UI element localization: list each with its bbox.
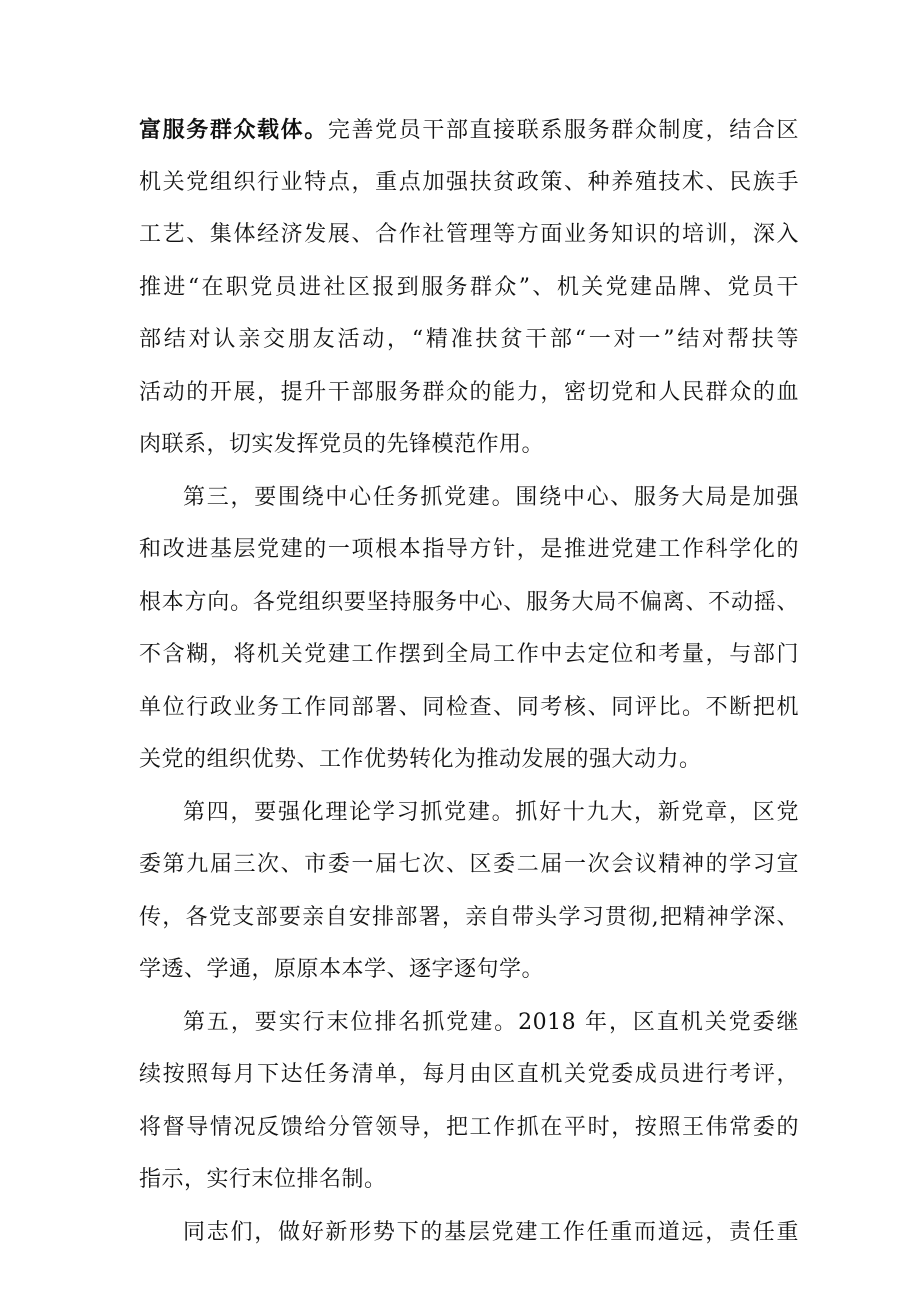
document-body [139, 104, 799, 1259]
text-line: 将督导情况反馈给分管领导，把工作抓在平时，按照王伟常委的 [139, 1114, 799, 1140]
text-line: 第五，要实行末位排名抓党建。2018 年，区直机关党委继 [183, 1009, 799, 1035]
text-line: 工艺、集体经济发展、合作社管理等方面业务知识的培训，深入 [139, 222, 799, 247]
text-line: 第四，要强化理论学习抓党建。抓好十九大，新党章，区党 [183, 799, 799, 825]
text-line: 同志们，做好新形势下的基层党建工作任重而道远，责任重 [183, 1219, 799, 1245]
text-line: 第三，要围绕中心任务抓党建。围绕中心、服务大局是加强 [183, 484, 799, 510]
text-line: 关党的组织优势、工作优势转化为推动发展的强大动力。 [139, 747, 702, 772]
paragraph [139, 1207, 799, 1260]
text-line: 推进“在职党员进社区报到服务群众”、机关党建品牌、党员干 [139, 274, 799, 300]
text-line: 根本方向。各党组织要坚持服务中心、服务大局不偏离、不动摇、 [139, 589, 799, 615]
text-line: 学透、学通，原原本本学、逐字逐句学。 [139, 957, 545, 982]
text-line: 活动的开展，提升干部服务群众的能力，密切党和人民群众的血 [139, 379, 799, 405]
paragraph [139, 787, 799, 997]
text-line: 传，各党支部要亲自安排部署，亲自带头学习贯彻,把精神学深、 [139, 904, 799, 930]
text-line: 机关党组织行业特点，重点加强扶贫政策、种养殖技术、民族手 [139, 169, 799, 195]
text-line: 肉联系，切实发挥党员的先锋模范作用。 [139, 432, 545, 457]
paragraph [139, 472, 799, 787]
text-line: 单位行政业务工作同部署、同检查、同考核、同评比。不断把机 [139, 694, 799, 720]
paragraph [139, 104, 799, 472]
text-line: 和改进基层党建的一项根本指导方针，是推进党建工作科学化的 [139, 537, 799, 562]
text-line: 不含糊，将机关党建工作摆到全局工作中去定位和考量，与部门 [139, 642, 799, 667]
text-line: 部结对认亲交朋友活动，“精准扶贫干部“一对一”结对帮扶等 [139, 327, 799, 352]
text-line: 委第九届三次、市委一届七次、区委二届一次会议精神的学习宣 [139, 852, 799, 877]
paragraph [139, 997, 799, 1207]
text-line: 指示，实行末位排名制。 [139, 1167, 387, 1192]
bold-heading: 富服务群众载体。 [139, 117, 328, 143]
line-text: 完善党员干部直接联系服务群众制度，结合区 [327, 118, 799, 143]
text-line: 续按照每月下达任务清单，每月由区直机关党委成员进行考评， [139, 1062, 799, 1087]
text-line [139, 104, 799, 157]
